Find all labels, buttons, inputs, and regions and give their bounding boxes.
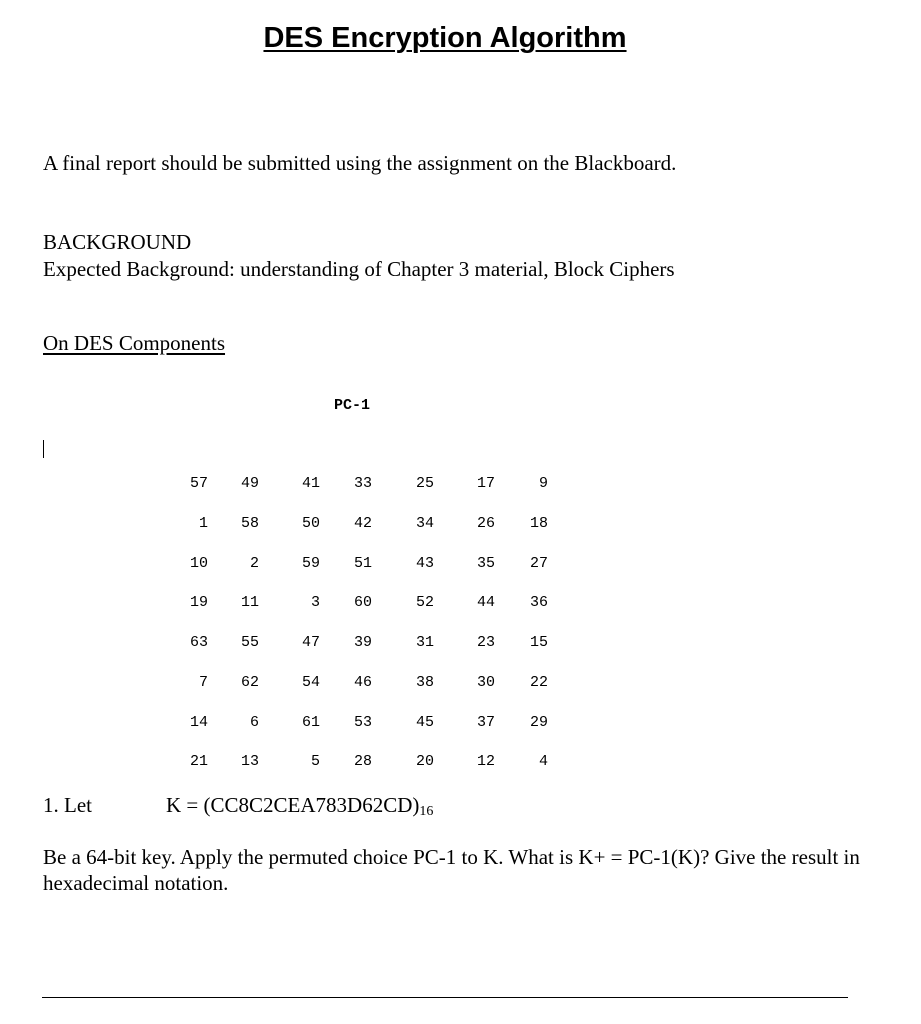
pc1-cell: 5 — [310, 753, 320, 770]
pc1-cell: 6 — [249, 714, 259, 731]
pc1-cell: 20 — [415, 753, 434, 770]
pc1-cell: 31 — [415, 634, 434, 651]
pc1-cell: 45 — [415, 714, 434, 731]
pc1-table-title: PC-1 — [333, 397, 370, 414]
pc1-cell: 53 — [353, 714, 372, 731]
background-text: Expected Background: understanding of Chapter 3 material, Block Ciphers — [43, 257, 675, 281]
pc1-cell: 36 — [529, 594, 548, 611]
pc1-cell: 25 — [415, 475, 434, 492]
pc1-cell: 44 — [476, 594, 495, 611]
pc1-cell: 2 — [249, 555, 259, 572]
pc1-cell: 18 — [529, 515, 548, 532]
pc1-cell: 30 — [476, 674, 495, 691]
pc1-cell: 17 — [476, 475, 495, 492]
pc1-cell: 62 — [240, 674, 259, 691]
pc1-cell: 22 — [529, 674, 548, 691]
pc1-cell: 39 — [353, 634, 372, 651]
pc1-cell: 28 — [353, 753, 372, 770]
pc1-cell: 15 — [529, 634, 548, 651]
question-text: Be a 64-bit key. Apply the permuted choice PC-1 to K. What is K+ = PC-1(K)? Give the result in hexadecimal notation. — [43, 845, 860, 895]
pc1-cell: 50 — [301, 515, 320, 532]
pc1-cell: 59 — [301, 555, 320, 572]
pc1-cell: 43 — [415, 555, 434, 572]
pc1-cell: 52 — [415, 594, 434, 611]
question-number: 1. Let — [43, 793, 92, 817]
pc1-cell: 37 — [476, 714, 495, 731]
pc1-cell: 19 — [189, 594, 208, 611]
pc1-cell: 57 — [189, 475, 208, 492]
pc1-cell: 38 — [415, 674, 434, 691]
pc1-cell: 35 — [476, 555, 495, 572]
pc1-cell: 55 — [240, 634, 259, 651]
pc1-cell: 4 — [538, 753, 548, 770]
document-title: DES Encryption Algorithm — [263, 22, 627, 54]
pc1-cell: 41 — [301, 475, 320, 492]
pc1-cell: 47 — [301, 634, 320, 651]
pc1-cell: 61 — [301, 714, 320, 731]
pc1-cell: 42 — [353, 515, 372, 532]
pc1-cell: 33 — [353, 475, 372, 492]
pc1-cell: 11 — [240, 594, 259, 611]
pc1-cell: 21 — [189, 753, 208, 770]
pc1-cell: 60 — [353, 594, 372, 611]
pc1-cell: 7 — [198, 674, 208, 691]
question-equation — [166, 793, 433, 820]
section-title: On DES Components — [43, 331, 226, 355]
horizontal-rule — [42, 997, 848, 998]
background-heading: BACKGROUND — [43, 230, 192, 254]
key-value: K = (CC8C2CEA783D62CD) — [166, 793, 420, 817]
pc1-cell: 13 — [240, 753, 259, 770]
pc1-cell: 3 — [310, 594, 320, 611]
pc1-cell: 23 — [476, 634, 495, 651]
pc1-cell: 9 — [538, 475, 548, 492]
pc1-cell: 58 — [240, 515, 259, 532]
pc1-cell: 63 — [189, 634, 208, 651]
text-cursor — [43, 440, 44, 458]
pc1-cell: 34 — [415, 515, 434, 532]
pc1-cell: 14 — [189, 714, 208, 731]
pc1-cell: 26 — [476, 515, 495, 532]
pc1-cell: 1 — [198, 515, 208, 532]
pc1-cell: 12 — [476, 753, 495, 770]
pc1-cell: 46 — [353, 674, 372, 691]
pc1-cell: 54 — [301, 674, 320, 691]
pc1-cell: 49 — [240, 475, 259, 492]
pc1-cell: 29 — [529, 714, 548, 731]
pc1-cell: 10 — [189, 555, 208, 572]
pc1-cell: 27 — [529, 555, 548, 572]
intro-paragraph: A final report should be submitted using the assignment on the Blackboard. — [43, 151, 677, 175]
key-base-subscript: 16 — [419, 804, 434, 819]
pc1-cell: 51 — [353, 555, 372, 572]
